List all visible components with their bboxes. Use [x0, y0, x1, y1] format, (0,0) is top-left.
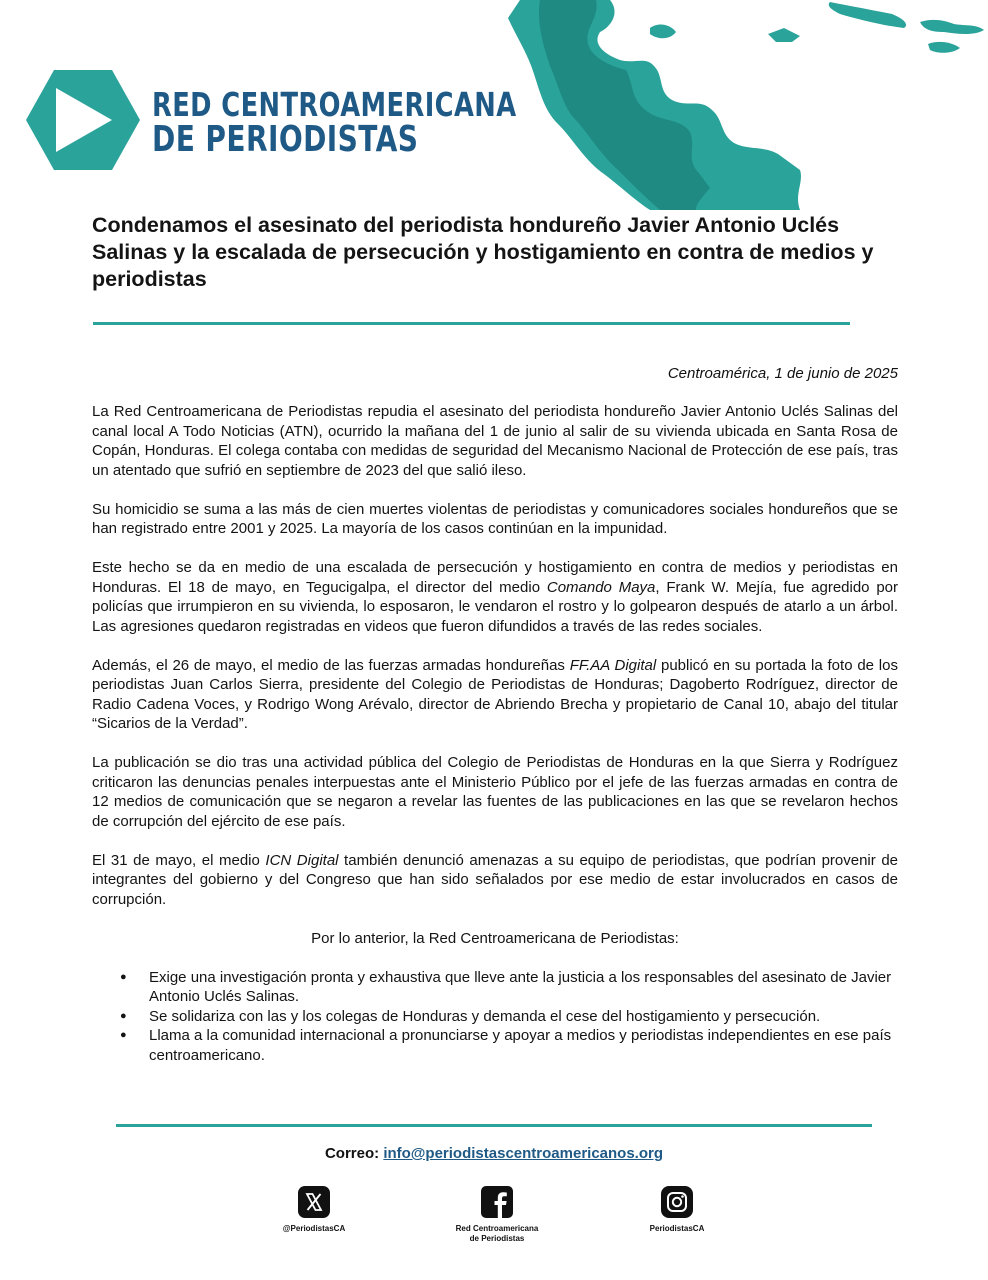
list-item: ● Exige una investigación pronta y exhaustiva que lleve ante la justicia a los responsables del asesinato de Javier Antonio Uclés Salinas.: [149, 968, 898, 1007]
document-title: Condenamos el asesinato del periodista hondureño Javier Antonio Uclés Salinas y la escalada de persecución y hostigamiento en contra de medios y periodistas: [92, 213, 874, 291]
central-america-map: [500, 0, 988, 210]
contact-line: [0, 1145, 988, 1162]
social-facebook[interactable]: [422, 1186, 572, 1244]
paragraph: Su homicidio se suma a las más de cien muertes violentas de periodistas y comunicadores sociales hondureños que se han registrado entre 2001 y 2025. La mayoría de los casos continúan en la impunidad.: [92, 500, 898, 537]
social-handle: @PeriodistasCA: [282, 1224, 346, 1233]
email-label: Correo:: [324, 1145, 380, 1162]
social-instagram[interactable]: [602, 1186, 752, 1234]
social-handle: Red Centroamericana de Periodistas: [455, 1224, 539, 1243]
list-item: ● Se solidariza con las y los colegas de Honduras y demanda el cese del hostigamiento y persecución.: [149, 1007, 898, 1027]
paragraph: El 31 de mayo, el medio ICN Digital también denunció amenazas a su equipo de periodistas, que podrían provenir de integrantes del gobierno y del Congreso que han sido señalados por ese medio de estar involucrados en casos de corrupción.: [92, 851, 899, 908]
title-divider: [93, 322, 850, 325]
social-handle: PeriodistasCA: [649, 1224, 705, 1233]
paragraph: Además, el 26 de mayo, el medio de las fuerzas armadas hondureñas FF.AA Digital publicó en su portada la foto de los periodistas Juan Carlos Sierra, presidente del Colegio de Periodistas de Honduras; Dagoberto Rodríguez, director de Radio Cadena Voces, y Rodrigo Wong Arévalo, director de Abriendo Brecha y propietario de Canal 10, abajo del titular “Sicarios de la Verdad”.: [92, 656, 898, 732]
x-icon: [298, 1186, 330, 1218]
facebook-icon: [481, 1186, 513, 1218]
social-x[interactable]: [239, 1186, 389, 1234]
dateline: Centroamérica, 1 de junio de 2025: [667, 365, 898, 382]
paragraph: La publicación se dio tras una actividad pública del Colegio de Periodistas de Honduras en la que Sierra y Rodríguez criticaron las denuncias penales interpuestas ante el Ministerio Público por el jefe de las fuerzas armadas en contra de 12 medios de comunicación que se negaron a revelar las fuentes de las publicaciones en las que se revelaron hechos de corrupción del ejército de ese país.: [92, 754, 898, 830]
media-name: FF.AA Digital: [569, 656, 657, 674]
instagram-icon: [661, 1186, 693, 1218]
email-link[interactable]: info@periodistascentroamericanos.org: [383, 1145, 664, 1162]
list-item: ● Llama a la comunidad internacional a pronunciarse y apoyar a medios y periodistas independientes en ese país centroamericano.: [149, 1026, 898, 1065]
network-logo-icon: [26, 70, 140, 170]
media-name: Comando Maya: [546, 578, 656, 596]
demands-list: [92, 968, 898, 1066]
statement-body: [92, 402, 898, 1065]
media-name: ICN Digital: [265, 851, 339, 869]
intro-line: Por lo anterior, la Red Centroamericana de Periodistas:: [311, 929, 679, 947]
paragraph: La Red Centroamericana de Periodistas repudia el asesinato del periodista hondureño Javier Antonio Uclés Salinas del canal local A Todo Noticias (ATN), ocurrido la mañana del 1 de junio al salir de su vivienda ubicada en Santa Rosa de Copán, Honduras. El colega contaba con medidas de seguridad del Mecanismo Nacional de Protección de ese país, tras un atentado que sufrió en septiembre de 2023 del que salió ileso.: [92, 403, 898, 479]
logo-name-line1: RED CENTROAMERICANA: [152, 85, 517, 124]
footer-divider: [116, 1124, 872, 1127]
network-logo-wordmark: [152, 85, 517, 160]
paragraph: Este hecho se da en medio de una escalada de persecución y hostigamiento en contra de medios y periodistas en Honduras. El 18 de mayo, en Tegucigalpa, el director del medio Comando Maya, Frank W. Mejía, fue agredido por policías que irrumpieron en su vivienda, lo esposaron, le vendaron el rostro y lo golpearon después de atarlo a un árbol. Las agresiones quedaron registradas en videos que fueron difundidos a través de las redes sociales.: [92, 559, 899, 635]
logo-name-line2: DE PERIODISTAS: [152, 119, 419, 160]
